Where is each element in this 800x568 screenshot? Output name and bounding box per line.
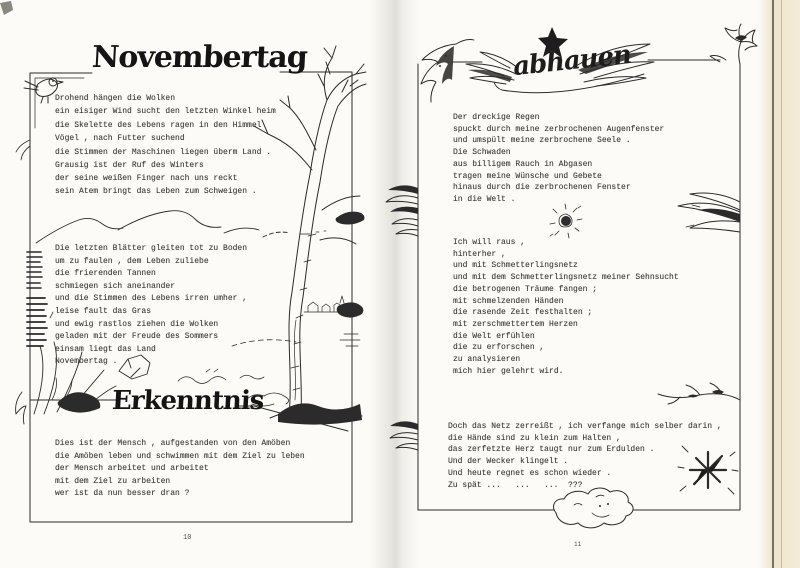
novembertag-stanza-1 xyxy=(55,92,276,172)
poem-line: die betrogenen Träume fangen ; xyxy=(453,284,598,294)
flames-left-lower-icon xyxy=(390,421,418,450)
abhauen-stanza-1 xyxy=(453,112,664,206)
poem-line: hinaus durch die zerbrochenen Fenster xyxy=(453,183,631,193)
novembertag-stanza-2 xyxy=(55,172,257,199)
erkenntnis-stanza-1 xyxy=(55,438,305,501)
poem-line: Ich will raus , xyxy=(453,238,526,247)
poem-line: Der dreckige Regen xyxy=(453,113,540,122)
sun-scribble-icon xyxy=(550,204,582,238)
poem-line: Doch das Netz zerreißt , ich verfange mich selber darin , xyxy=(448,422,722,431)
poem-line: und mit dem Schmetterlingsnetz meiner Sehnsucht xyxy=(453,273,679,283)
poem-line: die Hände sind zu klein zum Halten , xyxy=(448,433,621,443)
poem-line: einsam liegt das Land xyxy=(55,344,156,354)
poem-line: und umspült meine zerbrochene Seele . xyxy=(453,136,631,146)
novembertag-stanza-3 xyxy=(55,243,247,369)
abhauen-stanza-3 xyxy=(448,421,722,491)
poem-line: Vögel , nach Futter suchend xyxy=(55,134,185,144)
poem-line: Grausig ist der Ruf des Winters xyxy=(55,161,204,171)
poem-line: mit dem Ziel zu arbeiten xyxy=(55,476,171,486)
poem-line: Novembertag . xyxy=(55,357,118,367)
corner-flower-icon xyxy=(710,24,757,64)
branch-twig-icon xyxy=(658,383,740,404)
poem-line: Die letzten Blätter gleiten tot zu Boden xyxy=(55,244,248,253)
flames-left-upper-icon xyxy=(386,185,418,236)
poem-line: die rasende Zeit festhalten ; xyxy=(453,308,593,318)
poem-line: der seine weißen Finger nach uns reckt xyxy=(55,174,238,183)
poem-line: schmiegen sich aneinander xyxy=(55,281,176,291)
poem-line: leise fault das Gras xyxy=(55,306,152,316)
poem-line: die frierenden Tannen xyxy=(55,269,156,279)
abhauen-stanza-2 xyxy=(453,237,679,377)
poem-title-erkenntnis: Erkenntnis xyxy=(111,386,265,416)
poem-line: Drohend hängen die Wolken xyxy=(55,94,176,103)
mountain-range-sketch xyxy=(36,211,326,243)
poem-line: die Stimmen der Maschinen liegen überm Land . xyxy=(55,147,272,157)
poem-line: sein Atem bringt das Leben zum Schweigen . xyxy=(55,187,257,197)
poem-line: der Mensch arbeitet und arbeitet xyxy=(55,464,209,473)
poem-line: und mit Schmetterlingsnetz xyxy=(453,261,578,271)
left-page-number: 10 xyxy=(183,534,192,542)
poem-title-novembertag: Novembertag xyxy=(91,40,308,75)
poem-line: die Amöben leben und schwimmen mit dem Ziel zu leben xyxy=(55,451,305,461)
poem-line: Zu spät ... ... ... ??? xyxy=(448,480,583,490)
poem-line: Dies ist der Mensch , aufgestanden von den Amöben xyxy=(55,439,291,448)
poem-line: und die Stimmen des Lebens irren umher , xyxy=(55,294,248,304)
whale-face-doodle xyxy=(554,488,634,528)
poem-line: um zu faulen , dem Leben zuliebe xyxy=(55,256,209,266)
poem-line: die Skelette des Lebens ragen in den Himmel xyxy=(55,120,262,130)
poem-line: wer ist da nun besser dran ? xyxy=(55,489,190,498)
poem-line: ein eisiger Wind sucht den letzten Winkel heim xyxy=(55,107,276,117)
scan-corner-mark xyxy=(0,1,13,15)
poem-line: mit zerschmettertem Herzen xyxy=(453,319,578,329)
poem-line: Und der Wecker klingelt . xyxy=(448,457,569,467)
poem-line: Und heute regnet es schon wieder . xyxy=(448,468,612,478)
poem-line: spuckt durch meine zerbrochenen Augenfenster xyxy=(453,124,665,134)
poem-line: geladen mit der Freude des Sommers xyxy=(55,332,219,342)
poem-line: die zu erforschen , xyxy=(453,343,545,353)
poem-title-abhauen: abhauen xyxy=(511,39,633,83)
poem-line: hinterher , xyxy=(453,249,506,259)
poem-line: mich hier gelehrt wird. xyxy=(453,366,564,376)
poem-line: mit schmelzenden Händen xyxy=(453,296,564,306)
poem-line: das zerfetzte Herz taugt nur zum Erdulden . xyxy=(448,445,655,455)
poem-line: und ewig rastlos ziehen die Wolken xyxy=(55,319,219,329)
poem-line: Die Schwaden xyxy=(453,148,511,158)
corner-leaves-icon xyxy=(421,40,474,103)
flames-right-icon xyxy=(678,193,740,232)
poem-line: in die Welt . xyxy=(453,194,516,204)
right-page-number: 11 xyxy=(574,541,582,548)
poem-line: tragen meine Wünsche und Gebete xyxy=(453,171,602,181)
poem-line: aus billigem Rauch in Abgasen xyxy=(453,159,593,169)
poem-line: die Welt erfühlen xyxy=(453,331,535,341)
poem-line: zu analysieren xyxy=(453,355,521,365)
